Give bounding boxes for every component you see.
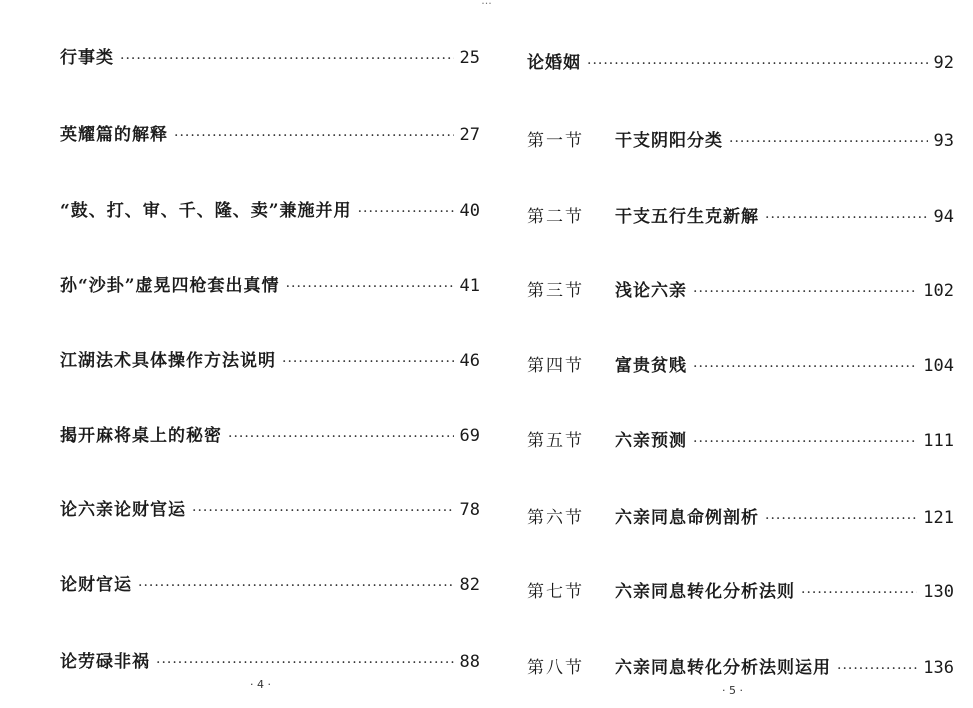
entry-title: 揭开麻将桌上的秘密 [60,426,222,446]
toc-entry[interactable] [527,276,954,300]
entry-page-number: 136 [923,658,954,678]
toc-entry[interactable] [60,421,480,445]
entry-title: 论六亲论财官运 [60,500,186,520]
entry-title: 六亲同息转化分析法则 [615,582,795,602]
toc-entry[interactable] [60,43,480,67]
entry-page-number: 121 [923,508,954,528]
entry-page-number: 82 [459,575,480,595]
toc-entry[interactable] [527,202,954,226]
entry-page-number: 46 [459,351,480,371]
leader-dots [174,128,454,144]
entry-page-number: 94 [933,207,954,227]
entry-title: “鼓、打、审、千、隆、卖”兼施并用 [60,201,352,221]
leader-dots [192,503,454,519]
leader-dots [693,284,917,300]
entry-page-number: 27 [459,125,480,145]
toc-entry[interactable] [527,126,954,150]
entry-title: 江湖法术具体操作方法说明 [60,351,276,371]
entry-page-number: 130 [923,582,954,602]
section-number: 第一节 [527,131,584,151]
toc-entry[interactable] [527,48,954,72]
entry-page-number: 102 [923,281,954,301]
section-number: 第七节 [527,582,584,602]
section-number: 第六节 [527,508,584,528]
entry-title: 论劳碌非祸 [60,652,150,672]
entry-page-number: 78 [459,500,480,520]
toc-entry[interactable] [60,495,480,519]
leader-dots [765,511,917,527]
leader-dots [138,578,454,594]
leader-dots [228,429,454,445]
entry-title: 浅论六亲 [615,281,687,301]
leader-dots [282,354,454,370]
toc-entry[interactable] [60,271,480,295]
entry-title: 六亲预测 [615,431,687,451]
entry-title: 干支五行生克新解 [615,207,759,227]
entry-page-number: 88 [459,652,480,672]
page-header: ... [481,0,492,7]
toc-entry[interactable] [60,570,480,594]
leader-dots [587,56,928,72]
entry-title: 行事类 [60,48,114,68]
toc-entry[interactable] [527,503,954,527]
section-number: 第四节 [527,356,584,376]
toc-entry[interactable] [60,647,480,671]
toc-entry[interactable] [60,120,480,144]
entry-page-number: 93 [933,131,954,151]
entry-title: 干支阴阳分类 [615,131,723,151]
entry-page-number: 25 [459,48,480,68]
leader-dots [837,661,917,677]
page-number-left: · 4 · [250,678,271,691]
toc-entry[interactable] [527,653,954,677]
leader-dots [765,210,928,226]
section-number: 第五节 [527,431,584,451]
entry-title: 英耀篇的解释 [60,125,168,145]
leader-dots [358,204,454,220]
leader-dots [120,51,454,67]
entry-page-number: 41 [459,276,480,296]
toc-entry[interactable] [527,577,954,601]
entry-title: 六亲同息转化分析法则运用 [615,658,831,678]
leader-dots [286,279,454,295]
leader-dots [693,359,917,375]
section-number: 第三节 [527,281,584,301]
toc-entry[interactable] [527,351,954,375]
toc-entry[interactable] [527,426,954,450]
entry-page-number: 104 [923,356,954,376]
entry-title: 论婚姻 [527,53,581,73]
entry-title: 六亲同息命例剖析 [615,508,759,528]
entry-page-number: 111 [923,431,954,451]
entry-page-number: 40 [459,201,480,221]
section-number: 第二节 [527,207,584,227]
leader-dots [801,585,917,601]
entry-page-number: 92 [933,53,954,73]
entry-title: 富贵贫贱 [615,356,687,376]
entry-title: 论财官运 [60,575,132,595]
leader-dots [693,434,917,450]
toc-entry[interactable] [60,346,480,370]
section-number: 第八节 [527,658,584,678]
leader-dots [729,134,928,150]
entry-title: 孙“沙卦”虚晃四枪套出真情 [60,276,280,296]
entry-page-number: 69 [459,426,480,446]
leader-dots [156,655,454,671]
toc-entry[interactable] [60,196,480,220]
page-number-right: · 5 · [722,684,743,697]
